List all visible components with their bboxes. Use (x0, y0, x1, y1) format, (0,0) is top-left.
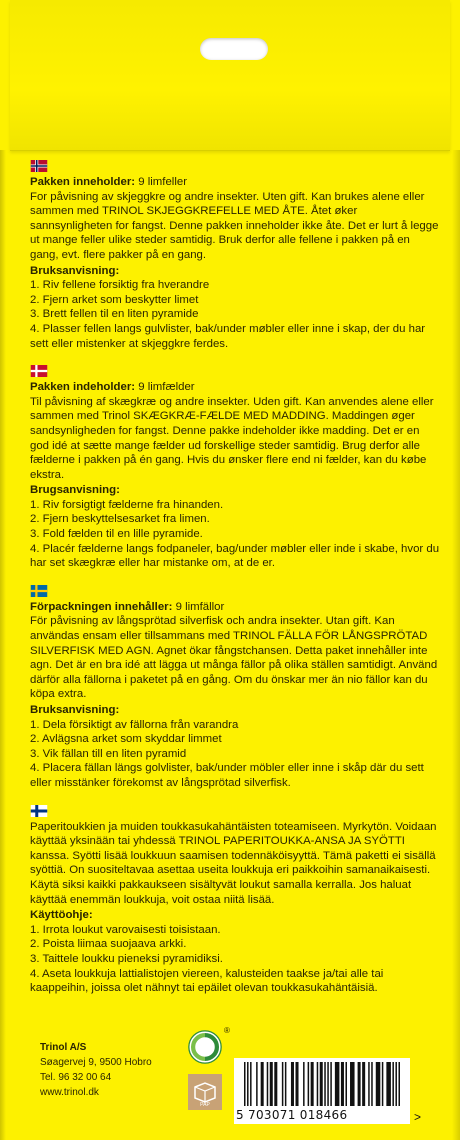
barcode-bar (371, 1062, 373, 1106)
barcode-arrow: > (414, 1110, 422, 1124)
barcode-bar (345, 1062, 347, 1106)
section-paragraph: För påvisning av långsprötad silverfisk och andra insekter. Utan gift. Kan användas ensam eller tillsammans med TRINOL FÄLLA FÖR LÅNGSPRÖTAD SILVERFISK MED AGN. Agnet ökar fångstchansen. Detta paket innehåller inte agn. Det är en bra idé att lägga ut många fällor på olika ställen samtidigt. Använd därför alla fällorna i paketet på en gång. Om du önskar mer än nio fällor kan du köpa extra. (30, 615, 438, 701)
barcode-bar (341, 1062, 344, 1106)
step-item: 3. Fold fælden til en lille pyramide. (30, 528, 203, 541)
heading-label: Pakken indeholder: (30, 381, 136, 394)
step-item: 2. Avlägsna arket som skyddar limmet (30, 733, 222, 746)
finland-flag-icon (30, 805, 48, 817)
barcode-bar (261, 1062, 264, 1106)
section-heading (30, 380, 440, 395)
barcode-bar (317, 1062, 319, 1106)
barcode-bar (250, 1062, 252, 1106)
barcode-digits: 5 703071 018466 (236, 1108, 348, 1122)
heading-value: 9 limfällor (172, 600, 225, 613)
heading-label: Förpackningen innehåller: (30, 600, 173, 613)
barcode (234, 1058, 410, 1124)
barcode-bar (350, 1062, 355, 1106)
instructions-subheading: Bruksanvisning: (30, 264, 120, 277)
step-item: 2. Poista liimaa suojaava arkki. (30, 938, 187, 951)
step-item: 1. Dela försiktigt av fällorna från varandra (30, 718, 239, 731)
norway-flag-icon (30, 160, 48, 172)
section-finnish (30, 805, 440, 996)
heading-label: Pakken inneholder: (30, 176, 136, 188)
barcode-bar (330, 1062, 332, 1106)
section-heading (30, 175, 440, 190)
section-paragraph: Paperitoukkien ja muiden toukkasukahäntäisten toteamiseen. Myrkytön. Voidaan käyttää yksinään tai yhdessä TRINOL PAPERITOUKKA-ANSA JA SYÖTTI kanssa. Syötti lisää loukkuun saamisen todennäköisyyttä. Tämä paketti ei sisällä syöttiä. On suositeltavaa asettaa useita loukkuja eri paikkoihin samanaikaisesti. Käytä siksi kaikki pakkaukseen sisältyvät loukut samalla kerralla. Jos haluat käyttää enemmän loukkuja, voit ostaa niitä lisää. (30, 820, 437, 906)
company-info (40, 1040, 152, 1100)
barcode-bar (267, 1062, 269, 1106)
step-item: 3. Taittele loukku pieneksi pyramidiksi. (30, 952, 223, 965)
section-norwegian (30, 160, 440, 351)
sweden-flag-icon (30, 585, 48, 597)
step-item: 1. Riv forsigtigt fælderne fra hinanden. (30, 498, 224, 511)
barcode-bar (308, 1062, 310, 1106)
barcode-bar (303, 1062, 305, 1106)
step-item: 2. Fjern beskyttelsesarket fra limen. (30, 513, 210, 526)
barcode-bar (274, 1062, 277, 1106)
step-item: 1. Irrota loukut varovaisesti toisistaan. (30, 923, 221, 936)
step-item: 1. Riv fellene forsiktig fra hverandre (30, 279, 210, 292)
instruction-steps (30, 498, 440, 571)
barcode-bar (247, 1062, 249, 1106)
barcode-bar (291, 1062, 294, 1106)
instruction-steps (30, 923, 440, 996)
barcode-bar (285, 1062, 287, 1106)
hang-hole (200, 38, 268, 60)
step-item: 4. Plasser fellen langs gulvlister, bak/under møbler eller inne i skap, der du har sett eller mistenker at skjeggkre ferdes. (30, 322, 426, 350)
barcode-bar (296, 1062, 299, 1106)
step-item: 2. Fjern arket som beskytter limet (30, 293, 199, 306)
company-phone: Tel. 96 32 00 64 (40, 1072, 112, 1083)
barcode-bar (327, 1062, 329, 1106)
barcode-bar (311, 1062, 314, 1106)
barcode-bar (358, 1062, 361, 1106)
denmark-flag-icon (30, 365, 48, 377)
green-dot-recycling-icon (188, 1030, 222, 1064)
company-address: Søagervej 9, 9500 Hobro (40, 1057, 152, 1068)
barcode-bar (398, 1062, 400, 1106)
registered-mark: ® (224, 1026, 230, 1035)
barcode-bar (386, 1062, 391, 1106)
barcode-bar (368, 1062, 370, 1106)
barcode-bar (376, 1062, 381, 1106)
barcode-bar (362, 1062, 365, 1106)
package-footer (30, 1026, 440, 1130)
cardboard-box-icon (188, 1074, 222, 1110)
barcode-bar (392, 1062, 394, 1106)
instructions-subheading: Käyttöohje: (30, 909, 93, 922)
barcode-bar (395, 1062, 397, 1106)
section-paragraph: Til påvisning af skægkræ og andre insekter. Uden gift. Kan anvendes alene eller sammen med Trinol SKÆGKRÆ-FÆLDE MED MADDING. Maddingen øger sandsynligheden for fangst. Denne pakke indeholder ikke madding. Det er en god idé at sætte mange fælder ud forskellige steder samtidig. Brug derfor alle fælderne i pakken på én gang. Hvis du ønsker flere end ni fælder, kan du købe ekstra. (30, 395, 434, 481)
instructions-text (30, 160, 440, 1010)
company-name: Trinol A/S (40, 1042, 87, 1053)
instructions-subheading: Bruksanvisning: (30, 704, 120, 716)
box-label: PAP (200, 1102, 210, 1108)
step-item: 4. Placera fällan längs golvlister, bak/under möbler eller inne i skåp där du sett eller misstänker förekomst av långsprötad silverfisk. (30, 762, 424, 789)
step-item: 4. Aseta loukkuja lattialistojen viereen, kalusteiden taakse ja/tai alle tai kaappeihin, joissa olet nähnyt tai epäilet olevan toukkasukahäntäisiä. (30, 967, 384, 995)
barcode-bar (382, 1062, 384, 1106)
section-swedish (30, 585, 440, 791)
step-item: 3. Vik fällan till en liten pyramid (30, 747, 187, 760)
instruction-steps (30, 278, 440, 351)
barcode-bar (244, 1062, 246, 1106)
barcode-bar (256, 1062, 258, 1106)
instruction-steps (30, 718, 440, 791)
left-edge-shadow (0, 150, 6, 1140)
company-website: www.trinol.dk (40, 1087, 99, 1098)
instructions-subheading: Brugsanvisning: (30, 484, 120, 497)
heading-value: 9 limfælder (135, 381, 195, 394)
section-heading (30, 600, 440, 615)
step-item: 4. Placér fælderne langs fodpaneler, bag/under møbler eller inde i skabe, hvor du har set skægkræ eller har mistanke om, at de er. (30, 542, 440, 570)
section-paragraph: For påvisning av skjeggkre og andre insekter. Uten gift. Kan brukes alene eller sammen med TRINOL SKJEGGKREFELLE MED ÅTE. Åtet øker sannsynligheten for fangst. Denne pakken inneholder ikke åte. Det er lurt å legge ut mange feller ulike steder samtidig. Bruk derfor alle fellene i pakken på en gang, evt. flere pakker på en gang. (30, 190, 439, 261)
section-danish (30, 365, 440, 571)
barcode-bar (270, 1062, 273, 1106)
hanging-flap (10, 0, 450, 151)
barcode-bar (320, 1062, 323, 1106)
barcode-bar (324, 1062, 326, 1106)
barcode-bars (244, 1062, 400, 1106)
barcode-bar (282, 1062, 284, 1106)
right-edge-shadow (452, 150, 460, 1140)
step-item: 3. Brett fellen til en liten pyramide (30, 308, 199, 321)
barcode-bar (335, 1062, 340, 1106)
heading-value: 9 limfeller (135, 176, 187, 188)
